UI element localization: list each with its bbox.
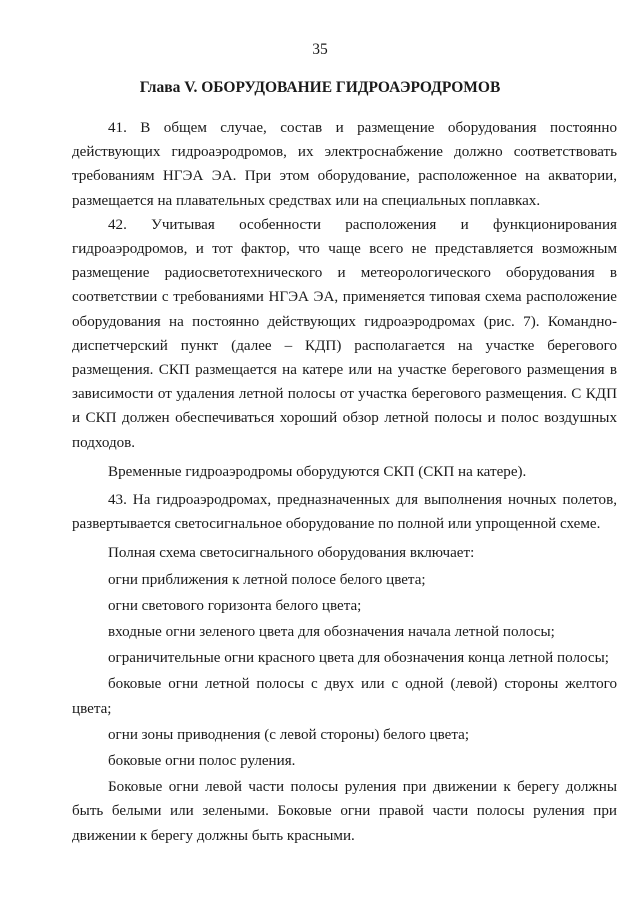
chapter-title: Глава V. ОБОРУДОВАНИЕ ГИДРОАЭРОДРОМОВ [139,79,501,96]
list-item: огни светового горизонта белого цвета; [108,597,362,614]
list-item: ограничительные огни красного цвета для обозначения конца летной полосы; [108,650,609,667]
list-item: боковые огни летной полосы с двух или с одной (левой) стороны желтого цвета; [72,676,617,717]
list-item: огни приближения к летной полосе белого цвета; [108,571,426,588]
paragraph-taxiway-lights: Боковые огни левой части полосы руления при движении к берегу должны быть белыми или зелеными. Боковые огни правой части полосы руления при движении к берегу должны быть красными. [72,779,617,844]
list-item: огни зоны приводнения (с левой стороны) белого цвета; [108,726,470,743]
list-item: входные огни зеленого цвета для обозначения начала летной полосы; [108,624,555,641]
full-scheme-intro: Полная схема светосигнального оборудования включает: [108,545,475,562]
paragraph-42: 42. Учитывая особенности расположения и функционирования гидроаэродромов, и тот фактор, что чаще всего не представляется возможным размещение радиосветотехнического и метеорологического оборудования в соответствии с требованиями НГЭА ЭА, применяется типовая схема расположение оборудования на постоянно действующих гидроаэродромах (рис. 7). Командно-диспетчерский пункт (далее – КДП) располагается на участке берегового размещения. СКП размещается на катере или на участке берегового размещения в зависимости от удаления летной полосы от участка берегового размещения. С КДП и СКП должен обеспечиваться хороший обзор летной полосы и полос воздушных подходов. [72,216,617,451]
document-body [72,116,617,848]
paragraph-43: 43. На гидроаэродромах, предназначенных для выполнения ночных полетов, развертывается светосигнальное оборудование по полной или упрощенной схеме. [72,492,617,533]
page-number: 35 [312,41,328,58]
paragraph-temporary-seadromes: Временные гидроаэродромы оборудуются СКП (СКП на катере). [108,463,527,480]
list-item: боковые огни полос руления. [108,753,296,770]
paragraph-41: 41. В общем случае, состав и размещение оборудования постоянно действующих гидроаэродромов, их электроснабжение должно соответствовать требованиям НГЭА ЭА. При этом оборудование, расположенное на акватории, размещается на плавательных средствах или на специальных поплавках. [72,120,617,209]
